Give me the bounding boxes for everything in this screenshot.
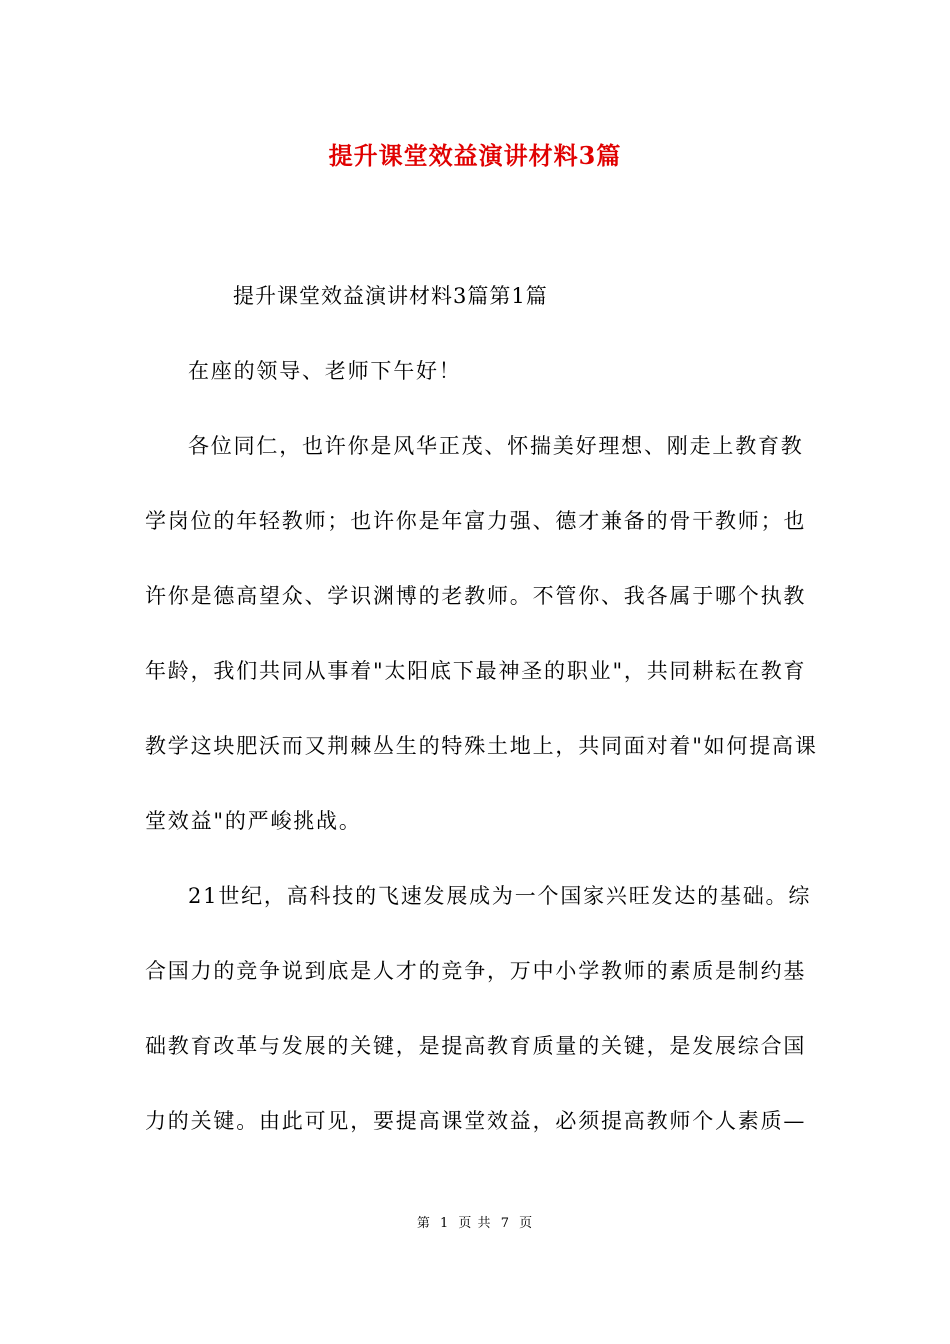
paragraph-line: 堂效益"的严峻挑战。 <box>145 809 362 833</box>
paragraph-line: 力的关键。由此可见，要提高课堂效益，必须提高教师个人素质— <box>145 1109 807 1133</box>
footer-prefix: 第 <box>416 1216 431 1231</box>
paragraph-line: 合国力的竞争说到底是人才的竞争，万中小学教师的素质是制约基 <box>145 959 807 983</box>
footer-suffix: 页 <box>519 1216 534 1231</box>
page-footer <box>0 1212 950 1231</box>
greeting-line: 在座的领导、老师下午好！ <box>188 359 462 383</box>
paragraph-line: 各位同仁，也许你是风华正茂、怀揣美好理想、刚走上教育教 <box>188 434 804 458</box>
paragraph-line: 年龄，我们共同从事着"太阳底下最神圣的职业"，共同耕耘在教育 <box>145 659 807 683</box>
footer-middle: 页 共 <box>458 1216 492 1231</box>
footer-current-page: 1 <box>440 1216 450 1231</box>
section-heading: 提升课堂效益演讲材料3篇第1篇 <box>233 284 548 308</box>
paragraph-line: 教学这块肥沃而又荆棘丛生的特殊土地上，共同面对着"如何提高课 <box>145 734 818 758</box>
paragraph-line: 础教育改革与发展的关键，是提高教育质量的关键，是发展综合国 <box>145 1034 807 1058</box>
paragraph-line: 21世纪，高科技的飞速发展成为一个国家兴旺发达的基础。综 <box>188 884 812 908</box>
paragraph-line: 学岗位的年轻教师；也许你是年富力强、德才兼备的骨干教师；也 <box>145 509 807 533</box>
footer-total-pages: 7 <box>500 1216 510 1231</box>
document-title: 提升课堂效益演讲材料3篇 <box>328 141 622 170</box>
paragraph-line: 许你是德高望众、学识渊博的老教师。不管你、我各属于哪个执教 <box>145 584 807 608</box>
